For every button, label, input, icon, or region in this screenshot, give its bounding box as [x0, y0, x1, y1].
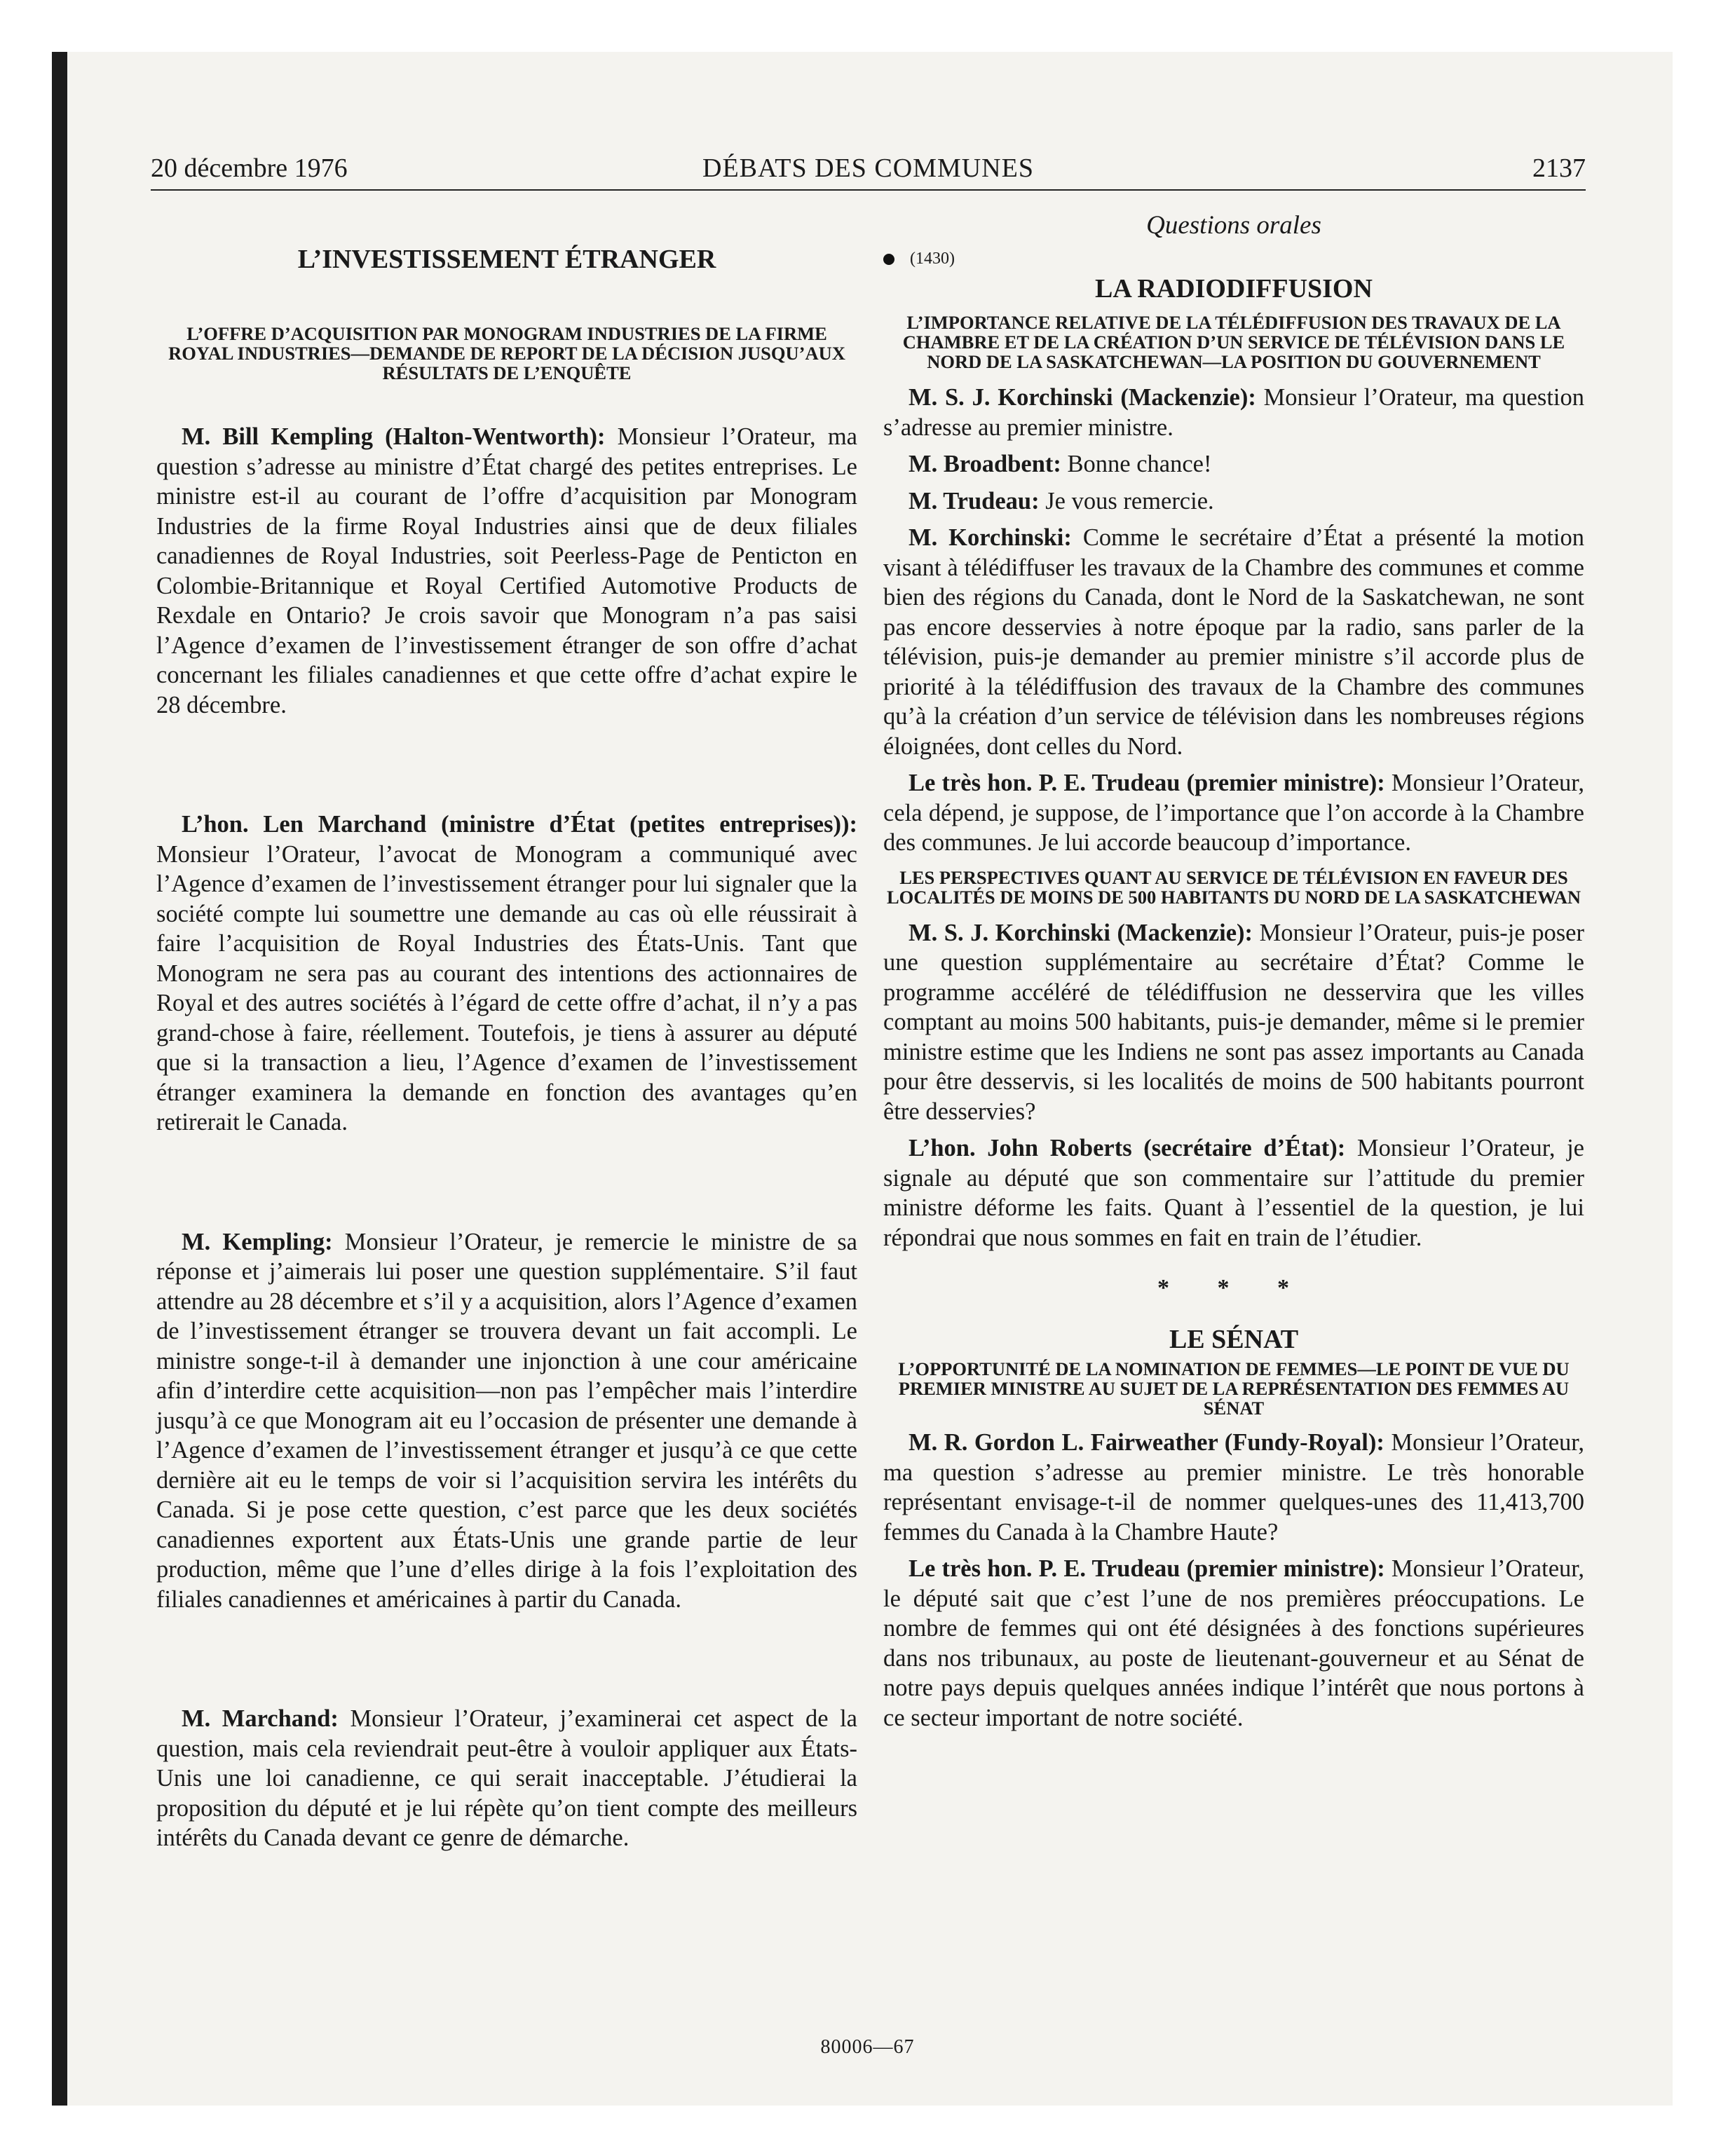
subtitle-monogram-offer: L’OFFRE D’ACQUISITION PAR MONOGRAM INDUSTRIES DE LA FIRME ROYAL INDUSTRIES—DEMANDE DE REPORT DE LA DÉCISION JUSQU’AUX RÉSULTATS DE L’ENQUÊTE — [168, 323, 845, 383]
speaker-name: M. Broadbent: — [909, 451, 1061, 477]
speech-text: Monsieur l’Orateur, je signale au député que son commentaire sur l’attitude du premier ministre déforme les faits. Quant à l’essentiel de la question, je lui répondrai que nous sommes en fait en train de l’étudier. — [883, 1135, 1584, 1251]
right-column — [883, 210, 1584, 1733]
speech-marchand-2 — [156, 1704, 857, 1853]
speech-text: Monsieur l’Orateur, puis-je poser une question supplémentaire au secrétaire d’État? Comme le programme accéléré de télédiffusion ne desservira que les villes comptant au moins 500 habitants, puis-je demander, même si le premier ministre estime que les Indiens ne sont pas assez importants au Canada pour être desservis, si les localités de moins de 500 habitants pourront être desservies? — [883, 919, 1584, 1125]
speaker-name: M. Korchinski: — [909, 524, 1072, 551]
speech-text: Monsieur l’Orateur, le député sait que c’est l’une de nos premières préoccupations. Le nombre de femmes qui ont été désignées à des fonctions supérieures dans nos tribunaux, au poste de lieutenant-gouverneur et au Sénat de notre pays depuis quelques années indique l’intérêt que nous portons à ce secteur important de notre société. — [883, 1555, 1584, 1731]
speaker-name: M. Bill Kempling (Halton-Wentworth): — [182, 423, 606, 450]
speaker-name: M. S. J. Korchinski (Mackenzie): — [909, 919, 1253, 946]
subtitle-senate-women: L’OPPORTUNITÉ DE LA NOMINATION DE FEMMES—LE POINT DE VUE DU PREMIER MINISTRE AU SUJET DE LA REPRÉSENTATION DES FEMMES AU SÉNAT — [898, 1358, 1570, 1419]
speech-korchinski-3 — [883, 918, 1584, 1127]
speech-fairweather — [883, 1428, 1584, 1547]
header-journal-title: DÉBATS DES COMMUNES — [702, 153, 1034, 183]
speaker-name: M. Marchand: — [182, 1705, 339, 1732]
subtitle-broadcasting-priority: L’IMPORTANCE RELATIVE DE LA TÉLÉDIFFUSION DES TRAVAUX DE LA CHAMBRE ET DE LA CRÉATION D’UN SERVICE DE TÉLÉVISION DANS LE NORD DE LA SASKATCHEWAN—LA POSITION DU GOUVERNEMENT — [902, 312, 1565, 372]
speech-text: Monsieur l’Orateur, ma question s’adresse au ministre d’État chargé des petites entreprises. Le ministre est-il au courant de l’offre d’acquisition par Monogram Industries de la firme Royal Industries ainsi que de deux filiales canadiennes de Royal Industries, soit Peerless-Page de Penticton en Colombie-Britannique et Royal Certified Automotive Products de Rexdale en Ontario? Je crois savoir que Monogram n’a pas saisi l’Agence d’examen de l’investissement étranger de son offre d’achat concernant les filiales canadiennes et que cette offre d’achat expire le 28 décembre. — [156, 423, 857, 718]
speech-kempling-2 — [156, 1227, 857, 1615]
speech-text: Monsieur l’Orateur, j’examinerai cet aspect de la question, mais cela reviendrait peut-être à vouloir appliquer aux États-Unis une loi canadienne, ce qui serait inacceptable. J’étudierai la proposition du député et je lui répète qu’on tient compte des meilleurs intérêts du Canada devant ce genre de démarche. — [156, 1705, 857, 1851]
speaker-name: Le très hon. P. E. Trudeau (premier ministre): — [909, 770, 1385, 796]
section-title-foreign-investment: L’INVESTISSEMENT ÉTRANGER — [297, 245, 716, 274]
speech-text: Monsieur l’Orateur, ma question s’adresse au premier ministre. Le très honorable représentant envisage-t-il de nommer quelques-unes des 11,413,700 femmes du Canada à la Chambre Haute? — [883, 1429, 1584, 1546]
scan-binding-edge — [52, 52, 67, 2106]
scan-margin-top — [0, 0, 1735, 52]
timestamp-marker — [883, 250, 1584, 273]
speech-trudeau-3 — [883, 1554, 1584, 1733]
header-date: 20 décembre 1976 — [151, 153, 348, 183]
speech-marchand-1 — [156, 810, 857, 1138]
speaker-name: M. S. J. Korchinski (Mackenzie): — [909, 384, 1256, 411]
section-separator: * * * — [1157, 1275, 1310, 1301]
speech-trudeau-2 — [883, 768, 1584, 858]
speech-broadbent — [883, 449, 1584, 479]
section-label-oral-questions: Questions orales — [1146, 211, 1321, 240]
speaker-name: L’hon. Len Marchand (ministre d’État (petites entreprises)): — [182, 811, 857, 838]
speech-text: Monsieur l’Orateur, l’avocat de Monogram a communiqué avec l’Agence d’examen de l’investissement étranger pour lui signaler que la société compte lui soumettre une demande au cas où elle réussirait à faire l’acquisition de Royal Industries des États-Unis. Tant que Monogram ne sera pas au courant des intentions des actionnaires de Royal et des autres sociétés à l’égard de cette offre d’achat, il n’y a pas grand-chose à faire, réellement. Toutefois, je tiens à assurer au député que si la transaction a lieu, l’Agence d’examen de l’investissement étranger examinera la demande en fonction des avantages qu’en retirerait le Canada. — [156, 840, 857, 1135]
speech-text: Comme le secrétaire d’État a présenté la motion visant à télédiffuser les travaux de la Chambre des communes et comme bien des régions du Canada, dont le Nord de la Saskatchewan, ne sont pas encore desservies à notre époque par la radio, sans parler de la télévision, puis-je demander au premier ministre s’il accorde plus de priorité à la télédiffusion des travaux de la Chambre des communes qu’à la création d’un service de télévision dans les nombreuses régions éloignées, dont celles du Nord. — [883, 524, 1584, 760]
section-title-broadcasting: LA RADIODIFFUSION — [1095, 274, 1373, 303]
speech-text: Bonne chance! — [1061, 451, 1212, 477]
subtitle-television-service: LES PERSPECTIVES QUANT AU SERVICE DE TÉLÉVISION EN FAVEUR DES LOCALITÉS DE MOINS DE 500 HABITANTS DU NORD DE LA SASKATCHEWAN — [886, 866, 1581, 908]
speaker-name: L’hon. John Roberts (secrétaire d’État): — [909, 1135, 1346, 1161]
speaker-name: M. R. Gordon L. Fairweather (Fundy-Royal): — [909, 1429, 1384, 1456]
bullet-dot-icon — [883, 254, 894, 265]
speech-kempling-1 — [156, 422, 857, 720]
speech-korchinski-1 — [883, 383, 1584, 442]
speech-text: Je vous remercie. — [1039, 487, 1214, 514]
speaker-name: Le très hon. P. E. Trudeau (premier ministre): — [909, 1555, 1385, 1582]
scan-margin-right — [1673, 52, 1735, 2106]
timestamp-text: (1430) — [910, 250, 955, 268]
page-header — [151, 150, 1586, 191]
speaker-name: M. Kempling: — [182, 1228, 333, 1255]
left-column — [156, 210, 857, 1853]
speech-text: Monsieur l’Orateur, ma question s’adresse au premier ministre. — [883, 384, 1584, 441]
speech-korchinski-2 — [883, 523, 1584, 761]
speech-text: Monsieur l’Orateur, je remercie le ministre de sa réponse et j’aimerais lui poser une question supplémentaire. S’il faut attendre au 28 décembre et s’il y a acquisition, alors l’Agence d’examen de l’investissement étranger se trouvera devant un fait accompli. Le ministre songe-t-il à demander une injonction à une cour américaine afin d’interdire cette acquisition—non pas l’empêcher mais l’interdire jusqu’à ce que Monogram ait eu l’occasion de présenter une demande à l’Agence d’examen de l’investissement étranger et jusqu’à ce que cette dernière ait eu le temps de voir si l’acquisition servira les intérêts du Canada. Si je pose cette question, c’est parce que les deux sociétés canadiennes exportent aux États-Unis une grande partie de leur production, même que l’une d’elles dirige à la fois l’exploitation des filiales canadiennes et américaines à partir du Canada. — [156, 1228, 857, 1613]
header-page-number: 2137 — [1532, 153, 1586, 183]
speech-text: Monsieur l’Orateur, cela dépend, je suppose, de l’importance que l’on accorde à la Chambre des communes. Je lui accorde beaucoup d’importance. — [883, 770, 1584, 856]
footer-print-code: 80006—67 — [820, 2036, 915, 2058]
section-title-senate: LE SÉNAT — [1169, 1325, 1299, 1354]
speaker-name: M. Trudeau: — [909, 487, 1040, 514]
speech-roberts — [883, 1133, 1584, 1253]
speech-trudeau-1 — [883, 486, 1584, 517]
